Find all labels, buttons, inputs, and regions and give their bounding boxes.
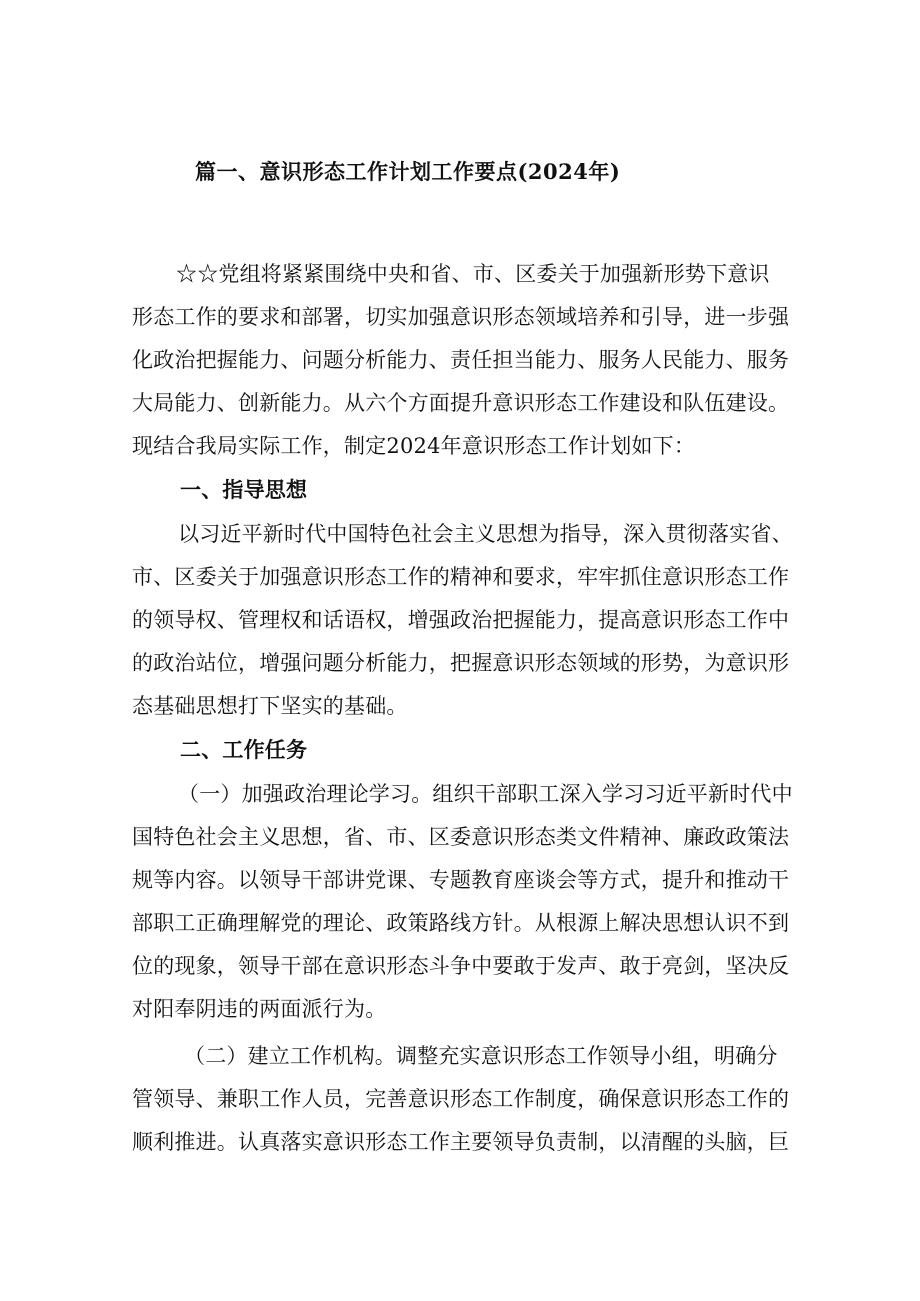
- paragraph-line: 市、区委关于加强意识形态工作的精神和要求，牢牢抓住意识形态工作: [132, 565, 790, 589]
- document-title: 篇一、意识形态工作计划工作要点(2024年): [195, 159, 621, 184]
- paragraph-line: （二）建立工作机构。调整充实意识形态工作领导小组，明确分: [184, 1044, 778, 1068]
- paragraph-line: 位的现象，领导干部在意识形态斗争中要敢于发声、敢于亮剑，坚决反: [132, 954, 790, 978]
- paragraph-line: 态基础思想打下坚实的基础。: [132, 694, 408, 718]
- paragraph-line: 部职工正确理解党的理论、政策路线方针。从根源上解决思想认识不到: [132, 911, 790, 935]
- intro-line: 形态工作的要求和部署，切实加强意识形态领域培养和引导，进一步强: [132, 305, 790, 329]
- paragraph-line: （一）加强政治理论学习。组织干部职工深入学习习近平新时代中: [178, 782, 793, 806]
- paragraph-line: 的领导权、管理权和话语权，增强政治把握能力，提高意识形态工作中: [132, 608, 790, 632]
- paragraph-line: 规等内容。以领导干部讲党课、专题教育座谈会等方式，提升和推动干: [132, 868, 790, 892]
- intro-line: 化政治把握能力、问题分析能力、责任担当能力、服务人民能力、服务: [132, 348, 790, 372]
- paragraph-line: 以习近平新时代中国特色社会主义思想为指导，深入贯彻落实省、: [178, 522, 793, 546]
- intro-line: 大局能力、创新能力。从六个方面提升意识形态工作建设和队伍建设。: [132, 391, 790, 415]
- paragraph-line: 的政治站位，增强问题分析能力，把握意识形态领域的形势，为意识形: [132, 651, 790, 675]
- paragraph-line: 对阳奉阴违的两面派行为。: [132, 997, 387, 1021]
- paragraph-line: 管领导、兼职工作人员，完善意识形态工作制度，确保意识形态工作的: [132, 1087, 790, 1111]
- section-heading-guiding-ideology: 一、指导思想: [180, 477, 308, 502]
- intro-line: ☆☆党组将紧紧围绕中央和省、市、区委关于加强新形势下意识: [176, 262, 770, 286]
- paragraph-line: 顺利推进。认真落实意识形态工作主要领导负责制，以清醒的头脑，巨: [132, 1130, 790, 1154]
- section-heading-work-tasks: 二、工作任务: [180, 737, 308, 762]
- paragraph-line: 国特色社会主义思想，省、市、区委意识形态类文件精神、廉政政策法: [132, 825, 790, 849]
- intro-line: 现结合我局实际工作，制定2024年意识形态工作计划如下：: [132, 434, 696, 458]
